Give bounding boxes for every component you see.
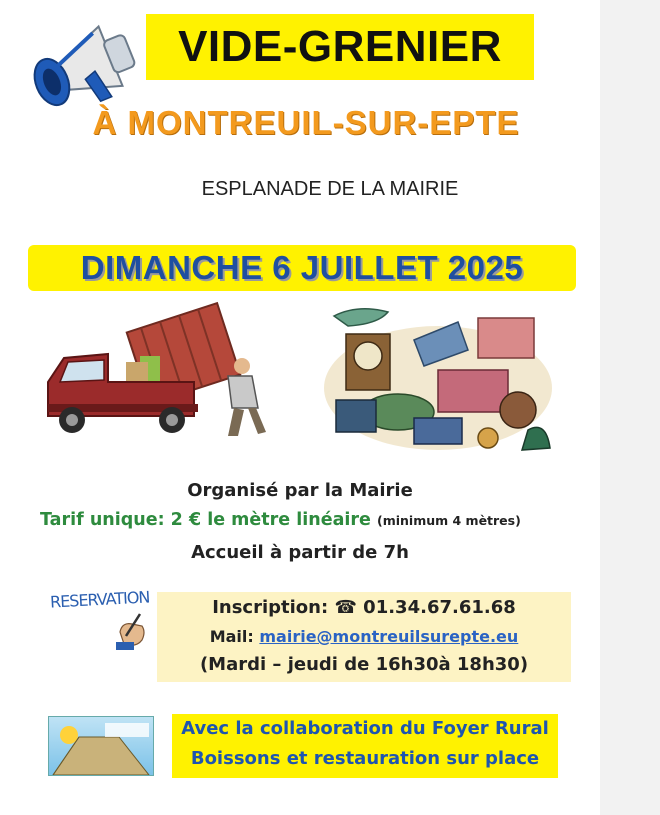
tarif-minimum: (minimum 4 mètres) bbox=[376, 513, 521, 528]
tarif-line bbox=[40, 510, 580, 530]
collaboration-text: Avec la collaboration du Foyer Rural bbox=[181, 718, 549, 739]
boissons-text: Boissons et restauration sur place bbox=[190, 748, 540, 769]
town-subtitle: À MONTREUIL-SUR-EPTE bbox=[92, 104, 520, 141]
event-date: DIMANCHE 6 JUILLET 2025 bbox=[80, 249, 524, 286]
event-title: VIDE-GRENIER bbox=[178, 22, 502, 71]
phone-number: 01.34.67.61.68 bbox=[363, 597, 516, 618]
tarif-text: Tarif unique: 2 € le mètre linéaire bbox=[40, 510, 371, 530]
email-link[interactable]: mairie@montreuilsurepte.eu bbox=[259, 627, 519, 646]
writing-hand-icon bbox=[112, 612, 152, 650]
inscription-label: Inscription: bbox=[212, 597, 329, 618]
title-banner bbox=[146, 14, 534, 80]
reservation-hours: (Mardi – jeudi de 16h30à 18h30) bbox=[199, 654, 529, 675]
date-banner bbox=[28, 245, 576, 291]
mail-line bbox=[157, 627, 571, 646]
organiser-text: Organisé par la Mairie bbox=[187, 480, 413, 501]
mail-label: Mail: bbox=[209, 627, 254, 646]
truck-illustration bbox=[44, 300, 274, 442]
opening-time: Accueil à partir de 7h bbox=[191, 542, 409, 563]
brocante-illustration bbox=[318, 300, 558, 458]
foyer-rural-logo bbox=[48, 716, 154, 776]
reservation-label: RESERVATION bbox=[49, 587, 150, 612]
phone-icon: ☎ bbox=[334, 597, 357, 618]
inscription-line bbox=[157, 597, 571, 618]
location-text: ESPLANADE DE LA MAIRIE bbox=[201, 178, 459, 200]
